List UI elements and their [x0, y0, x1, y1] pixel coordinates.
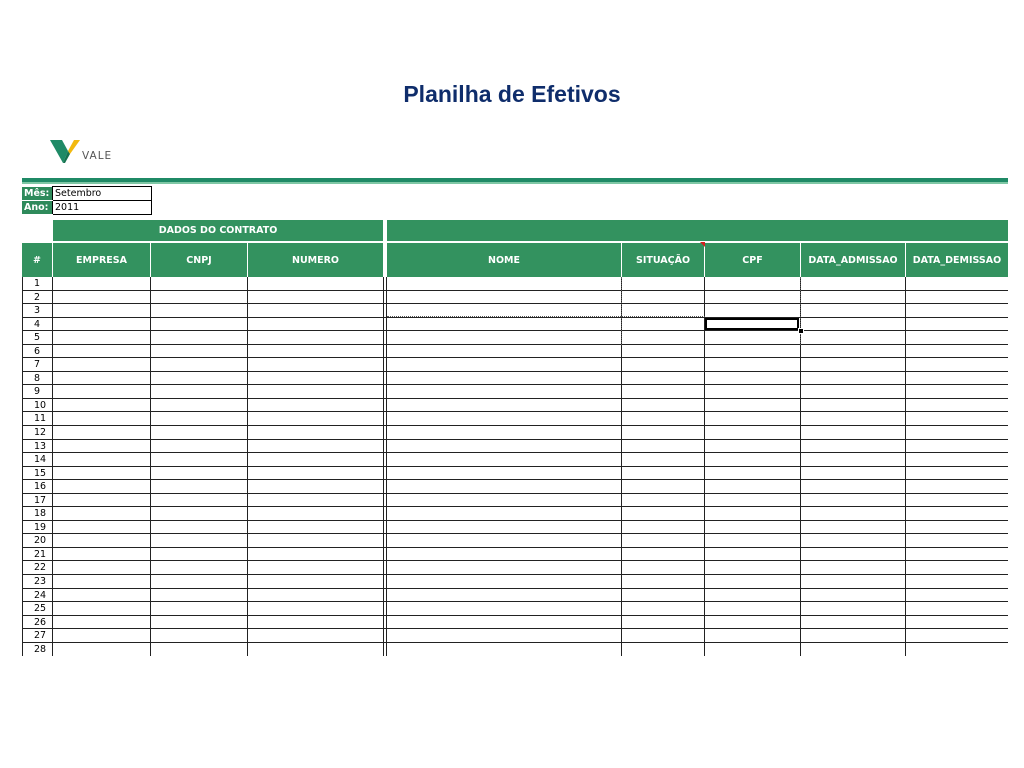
table-row[interactable]: [22, 467, 1008, 481]
table-row[interactable]: [22, 345, 1008, 359]
column-header-data-demissao[interactable]: DATA_DEMISSAO: [906, 243, 1008, 277]
table-row[interactable]: [22, 277, 1008, 291]
row-number: 27: [34, 630, 47, 642]
row-number: 12: [34, 427, 47, 439]
header-band-light: [22, 182, 1008, 184]
grid-line: [247, 277, 248, 656]
table-row[interactable]: [22, 575, 1008, 589]
row-number: 18: [34, 508, 47, 520]
table-row[interactable]: [22, 548, 1008, 562]
group-header-dados-do-contrato: DADOS DO CONTRATO: [53, 220, 383, 241]
page-title: Planilha de Efetivos: [403, 81, 621, 107]
table-row[interactable]: [22, 453, 1008, 467]
column-header-numero[interactable]: NUMERO: [248, 243, 383, 277]
row-number: 20: [34, 535, 47, 547]
column-header-index[interactable]: #: [22, 243, 52, 277]
table-row[interactable]: [22, 494, 1008, 508]
row-number: 2: [34, 291, 41, 303]
column-header-nome[interactable]: NOME: [387, 243, 621, 277]
table-row[interactable]: [22, 616, 1008, 630]
table-row[interactable]: [22, 426, 1008, 440]
table-row[interactable]: [22, 629, 1008, 643]
row-number: 1: [34, 278, 41, 289]
grid-line: [150, 277, 151, 656]
row-number: 13: [34, 440, 47, 452]
row-number: 4: [34, 318, 41, 330]
table-row[interactable]: [22, 331, 1008, 345]
row-number: 7: [34, 359, 41, 371]
grid-line: [386, 277, 387, 656]
selected-cell[interactable]: [705, 318, 799, 330]
grid-line: [22, 277, 23, 656]
row-number: 25: [34, 603, 47, 615]
column-header-empresa[interactable]: EMPRESA: [53, 243, 150, 277]
grid-line: [905, 277, 906, 656]
group-header-blank: [387, 220, 1008, 241]
table-row[interactable]: [22, 561, 1008, 575]
column-header-situacao[interactable]: SITUAÇÃO: [622, 243, 704, 277]
row-number: 14: [34, 454, 47, 466]
table-row[interactable]: [22, 372, 1008, 386]
row-number: 24: [34, 589, 47, 601]
row-number: 3: [34, 305, 41, 317]
table-row[interactable]: [22, 534, 1008, 548]
row-number: 10: [34, 399, 47, 411]
comment-indicator-icon[interactable]: [700, 242, 705, 247]
vale-logo-text: VALE: [82, 150, 113, 162]
fill-handle[interactable]: [798, 328, 804, 334]
month-label: Mês:: [22, 187, 53, 201]
row-number: 16: [34, 481, 47, 493]
table-row[interactable]: [22, 602, 1008, 616]
row-number: 17: [34, 494, 47, 506]
year-label: Ano:: [22, 201, 53, 215]
table-row[interactable]: [22, 318, 1008, 332]
page-break-line: [387, 316, 705, 317]
row-number: 6: [34, 345, 41, 357]
row-number: 11: [34, 413, 47, 425]
data-grid[interactable]: [22, 277, 1008, 656]
column-header-data-admissao[interactable]: DATA_ADMISSAO: [801, 243, 905, 277]
month-value-cell[interactable]: Setembro: [53, 187, 152, 201]
table-row[interactable]: [22, 507, 1008, 521]
year-value-cell[interactable]: 2011: [53, 201, 152, 215]
column-header-cnpj[interactable]: CNPJ: [151, 243, 247, 277]
table-row[interactable]: [22, 358, 1008, 372]
table-row[interactable]: [22, 480, 1008, 494]
table-row[interactable]: [22, 643, 1008, 657]
table-row[interactable]: [22, 291, 1008, 305]
row-number: 15: [34, 467, 47, 479]
row-number: 28: [34, 643, 47, 655]
row-number: 22: [34, 562, 47, 574]
row-number: 9: [34, 386, 41, 398]
row-number: 5: [34, 332, 41, 344]
row-number: 26: [34, 616, 47, 628]
grid-line: [704, 277, 705, 656]
page-break-line: [621, 277, 622, 345]
period-info: [22, 186, 152, 215]
table-row[interactable]: [22, 385, 1008, 399]
row-number: 23: [34, 576, 47, 588]
table-row[interactable]: [22, 440, 1008, 454]
grid-line: [383, 277, 384, 656]
grid-line: [52, 277, 53, 656]
table-row[interactable]: [22, 521, 1008, 535]
row-number: 21: [34, 548, 47, 560]
page-break-line: [800, 277, 801, 345]
row-number: 8: [34, 372, 41, 384]
row-number: 19: [34, 521, 47, 533]
column-header-cpf[interactable]: CPF: [705, 243, 800, 277]
table-row[interactable]: [22, 589, 1008, 603]
table-row[interactable]: [22, 399, 1008, 413]
table-row[interactable]: [22, 412, 1008, 426]
